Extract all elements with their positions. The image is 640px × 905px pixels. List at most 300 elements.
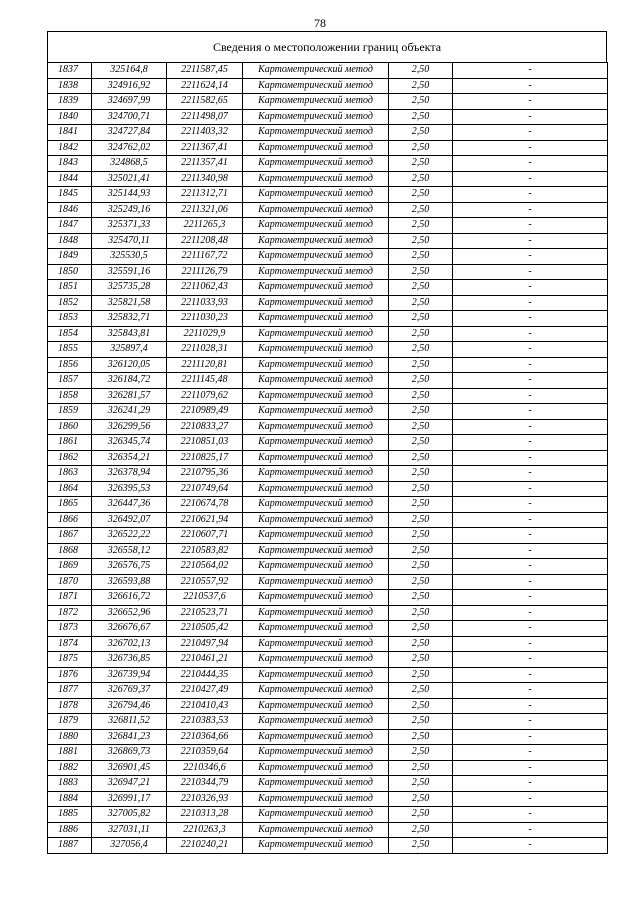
accuracy-cell: 2,50 [389,714,453,730]
table-title: Сведения о местоположении границ объекта [47,31,607,62]
method-cell: Картометрический метод [243,559,389,575]
point-number-cell: 1846 [48,202,92,218]
y-coordinate-cell: 2210461,21 [167,652,243,668]
accuracy-cell: 2,50 [389,652,453,668]
point-number-cell: 1871 [48,590,92,606]
x-coordinate-cell: 326576,75 [92,559,167,575]
table-row [48,574,608,590]
method-cell: Картометрический метод [243,714,389,730]
point-number-cell: 1848 [48,233,92,249]
table-row [48,264,608,280]
x-coordinate-cell: 327031,11 [92,822,167,838]
accuracy-cell: 2,50 [389,822,453,838]
accuracy-cell: 2,50 [389,481,453,497]
accuracy-cell: 2,50 [389,311,453,327]
accuracy-cell: 2,50 [389,357,453,373]
method-cell: Картометрический метод [243,326,389,342]
point-number-cell: 1840 [48,109,92,125]
y-coordinate-cell: 2210497,94 [167,636,243,652]
method-cell: Картометрический метод [243,233,389,249]
accuracy-cell: 2,50 [389,760,453,776]
y-coordinate-cell: 2210749,64 [167,481,243,497]
description-cell: - [453,249,608,265]
y-coordinate-cell: 2210346,6 [167,760,243,776]
point-number-cell: 1839 [48,94,92,110]
y-coordinate-cell: 2211582,65 [167,94,243,110]
method-cell: Картометрический метод [243,140,389,156]
x-coordinate-cell: 326869,73 [92,745,167,761]
table-row [48,435,608,451]
accuracy-cell: 2,50 [389,435,453,451]
x-coordinate-cell: 326447,36 [92,497,167,513]
y-coordinate-cell: 2211367,41 [167,140,243,156]
x-coordinate-cell: 325821,58 [92,295,167,311]
description-cell: - [453,791,608,807]
method-cell: Картометрический метод [243,357,389,373]
description-cell: - [453,435,608,451]
point-number-cell: 1851 [48,280,92,296]
method-cell: Картометрический метод [243,264,389,280]
y-coordinate-cell: 2211587,45 [167,63,243,79]
point-number-cell: 1856 [48,357,92,373]
method-cell: Картометрический метод [243,590,389,606]
table-row [48,295,608,311]
accuracy-cell: 2,50 [389,171,453,187]
method-cell: Картометрический метод [243,187,389,203]
x-coordinate-cell: 326652,96 [92,605,167,621]
point-number-cell: 1847 [48,218,92,234]
table-row [48,497,608,513]
y-coordinate-cell: 2210240,21 [167,838,243,854]
y-coordinate-cell: 2211321,06 [167,202,243,218]
table-row [48,807,608,823]
accuracy-cell: 2,50 [389,419,453,435]
y-coordinate-cell: 2211624,14 [167,78,243,94]
y-coordinate-cell: 2211079,62 [167,388,243,404]
description-cell: - [453,497,608,513]
y-coordinate-cell: 2211340,98 [167,171,243,187]
point-number-cell: 1884 [48,791,92,807]
point-number-cell: 1858 [48,388,92,404]
table-row [48,745,608,761]
x-coordinate-cell: 326241,29 [92,404,167,420]
accuracy-cell: 2,50 [389,776,453,792]
accuracy-cell: 2,50 [389,667,453,683]
x-coordinate-cell: 326281,57 [92,388,167,404]
y-coordinate-cell: 2211120,81 [167,357,243,373]
description-cell: - [453,652,608,668]
method-cell: Картометрический метод [243,342,389,358]
accuracy-cell: 2,50 [389,590,453,606]
description-cell: - [453,636,608,652]
page-number: 78 [314,16,326,30]
y-coordinate-cell: 2211028,31 [167,342,243,358]
x-coordinate-cell: 325164,8 [92,63,167,79]
accuracy-cell: 2,50 [389,109,453,125]
x-coordinate-cell: 325470,11 [92,233,167,249]
method-cell: Картометрический метод [243,760,389,776]
x-coordinate-cell: 327005,82 [92,807,167,823]
method-cell: Картометрический метод [243,404,389,420]
table-row [48,621,608,637]
table-row [48,683,608,699]
x-coordinate-cell: 326947,21 [92,776,167,792]
method-cell: Картометрический метод [243,652,389,668]
x-coordinate-cell: 326794,46 [92,698,167,714]
x-coordinate-cell: 326354,21 [92,450,167,466]
description-cell: - [453,590,608,606]
description-cell: - [453,78,608,94]
table-row [48,714,608,730]
method-cell: Картометрический метод [243,698,389,714]
accuracy-cell: 2,50 [389,450,453,466]
x-coordinate-cell: 326378,94 [92,466,167,482]
y-coordinate-cell: 2210410,43 [167,698,243,714]
point-number-cell: 1874 [48,636,92,652]
method-cell: Картометрический метод [243,683,389,699]
x-coordinate-cell: 325735,28 [92,280,167,296]
method-cell: Картометрический метод [243,528,389,544]
accuracy-cell: 2,50 [389,404,453,420]
table-row [48,357,608,373]
description-cell: - [453,714,608,730]
accuracy-cell: 2,50 [389,621,453,637]
description-cell: - [453,404,608,420]
accuracy-cell: 2,50 [389,388,453,404]
y-coordinate-cell: 2210505,42 [167,621,243,637]
description-cell: - [453,326,608,342]
description-cell: - [453,357,608,373]
accuracy-cell: 2,50 [389,264,453,280]
method-cell: Картометрический метод [243,109,389,125]
point-number-cell: 1854 [48,326,92,342]
description-cell: - [453,419,608,435]
description-cell: - [453,574,608,590]
y-coordinate-cell: 2210313,28 [167,807,243,823]
table-row [48,776,608,792]
accuracy-cell: 2,50 [389,559,453,575]
table-row [48,822,608,838]
point-number-cell: 1864 [48,481,92,497]
x-coordinate-cell: 325843,81 [92,326,167,342]
coordinates-table [47,62,608,854]
x-coordinate-cell: 326522,22 [92,528,167,544]
point-number-cell: 1842 [48,140,92,156]
table-row [48,311,608,327]
x-coordinate-cell: 326769,37 [92,683,167,699]
y-coordinate-cell: 2210674,78 [167,497,243,513]
description-cell: - [453,528,608,544]
y-coordinate-cell: 2211030,23 [167,311,243,327]
method-cell: Картометрический метод [243,481,389,497]
table-row [48,94,608,110]
y-coordinate-cell: 2210427,49 [167,683,243,699]
accuracy-cell: 2,50 [389,373,453,389]
x-coordinate-cell: 326811,52 [92,714,167,730]
point-number-cell: 1865 [48,497,92,513]
method-cell: Картометрический метод [243,497,389,513]
x-coordinate-cell: 325144,93 [92,187,167,203]
point-number-cell: 1838 [48,78,92,94]
y-coordinate-cell: 2210326,93 [167,791,243,807]
point-number-cell: 1860 [48,419,92,435]
table-row [48,404,608,420]
description-cell: - [453,280,608,296]
accuracy-cell: 2,50 [389,543,453,559]
table-row [48,652,608,668]
x-coordinate-cell: 326558,12 [92,543,167,559]
y-coordinate-cell: 2210833,27 [167,419,243,435]
accuracy-cell: 2,50 [389,249,453,265]
x-coordinate-cell: 326120,05 [92,357,167,373]
description-cell: - [453,187,608,203]
y-coordinate-cell: 2211265,3 [167,218,243,234]
table-row [48,512,608,528]
accuracy-cell: 2,50 [389,280,453,296]
accuracy-cell: 2,50 [389,125,453,141]
table-row [48,280,608,296]
accuracy-cell: 2,50 [389,326,453,342]
table-row [48,125,608,141]
x-coordinate-cell: 326395,53 [92,481,167,497]
accuracy-cell: 2,50 [389,295,453,311]
y-coordinate-cell: 2211403,32 [167,125,243,141]
point-number-cell: 1859 [48,404,92,420]
x-coordinate-cell: 326616,72 [92,590,167,606]
accuracy-cell: 2,50 [389,605,453,621]
y-coordinate-cell: 2210621,94 [167,512,243,528]
description-cell: - [453,745,608,761]
y-coordinate-cell: 2210825,17 [167,450,243,466]
method-cell: Картометрический метод [243,807,389,823]
y-coordinate-cell: 2211312,71 [167,187,243,203]
table-row [48,326,608,342]
y-coordinate-cell: 2210557,92 [167,574,243,590]
x-coordinate-cell: 326736,85 [92,652,167,668]
method-cell: Картометрический метод [243,202,389,218]
description-cell: - [453,156,608,172]
table-row [48,202,608,218]
method-cell: Картометрический метод [243,218,389,234]
x-coordinate-cell: 325530,5 [92,249,167,265]
table-row [48,667,608,683]
accuracy-cell: 2,50 [389,218,453,234]
method-cell: Картометрический метод [243,466,389,482]
y-coordinate-cell: 2210607,71 [167,528,243,544]
table-row [48,218,608,234]
y-coordinate-cell: 2210537,6 [167,590,243,606]
y-coordinate-cell: 2211033,93 [167,295,243,311]
x-coordinate-cell: 325021,41 [92,171,167,187]
description-cell: - [453,233,608,249]
point-number-cell: 1878 [48,698,92,714]
description-cell: - [453,807,608,823]
point-number-cell: 1879 [48,714,92,730]
y-coordinate-cell: 2210359,64 [167,745,243,761]
table-row [48,528,608,544]
accuracy-cell: 2,50 [389,140,453,156]
x-coordinate-cell: 326901,45 [92,760,167,776]
y-coordinate-cell: 2210989,49 [167,404,243,420]
description-cell: - [453,559,608,575]
method-cell: Картометрический метод [243,822,389,838]
table-row [48,838,608,854]
method-cell: Картометрический метод [243,280,389,296]
method-cell: Картометрический метод [243,838,389,854]
y-coordinate-cell: 2210444,35 [167,667,243,683]
description-cell: - [453,466,608,482]
x-coordinate-cell: 326702,13 [92,636,167,652]
accuracy-cell: 2,50 [389,187,453,203]
description-cell: - [453,218,608,234]
description-cell: - [453,512,608,528]
table-row [48,791,608,807]
accuracy-cell: 2,50 [389,574,453,590]
method-cell: Картометрический метод [243,419,389,435]
description-cell: - [453,698,608,714]
y-coordinate-cell: 2210383,53 [167,714,243,730]
description-cell: - [453,311,608,327]
point-number-cell: 1875 [48,652,92,668]
description-cell: - [453,373,608,389]
x-coordinate-cell: 326991,17 [92,791,167,807]
y-coordinate-cell: 2211498,07 [167,109,243,125]
accuracy-cell: 2,50 [389,94,453,110]
description-cell: - [453,776,608,792]
description-cell: - [453,109,608,125]
method-cell: Картометрический метод [243,125,389,141]
method-cell: Картометрический метод [243,667,389,683]
table-row [48,729,608,745]
table-row [48,388,608,404]
point-number-cell: 1873 [48,621,92,637]
point-number-cell: 1868 [48,543,92,559]
method-cell: Картометрический метод [243,94,389,110]
accuracy-cell: 2,50 [389,698,453,714]
accuracy-cell: 2,50 [389,233,453,249]
method-cell: Картометрический метод [243,512,389,528]
accuracy-cell: 2,50 [389,156,453,172]
point-number-cell: 1872 [48,605,92,621]
accuracy-cell: 2,50 [389,683,453,699]
point-number-cell: 1883 [48,776,92,792]
x-coordinate-cell: 324916,92 [92,78,167,94]
description-cell: - [453,342,608,358]
point-number-cell: 1850 [48,264,92,280]
table-row [48,233,608,249]
y-coordinate-cell: 2210344,79 [167,776,243,792]
y-coordinate-cell: 2211126,79 [167,264,243,280]
method-cell: Картометрический метод [243,249,389,265]
method-cell: Картометрический метод [243,311,389,327]
y-coordinate-cell: 2210364,66 [167,729,243,745]
x-coordinate-cell: 326739,94 [92,667,167,683]
accuracy-cell: 2,50 [389,466,453,482]
x-coordinate-cell: 326184,72 [92,373,167,389]
accuracy-cell: 2,50 [389,791,453,807]
description-cell: - [453,171,608,187]
table-row [48,636,608,652]
description-cell: - [453,94,608,110]
point-number-cell: 1880 [48,729,92,745]
y-coordinate-cell: 2210523,71 [167,605,243,621]
x-coordinate-cell: 324868,5 [92,156,167,172]
accuracy-cell: 2,50 [389,497,453,513]
point-number-cell: 1853 [48,311,92,327]
method-cell: Картометрический метод [243,543,389,559]
accuracy-cell: 2,50 [389,807,453,823]
method-cell: Картометрический метод [243,574,389,590]
y-coordinate-cell: 2210851,03 [167,435,243,451]
table-row [48,419,608,435]
method-cell: Картометрический метод [243,605,389,621]
description-cell: - [453,760,608,776]
x-coordinate-cell: 324700,71 [92,109,167,125]
x-coordinate-cell: 326841,23 [92,729,167,745]
description-cell: - [453,543,608,559]
x-coordinate-cell: 325591,16 [92,264,167,280]
y-coordinate-cell: 2210263,3 [167,822,243,838]
y-coordinate-cell: 2210795,36 [167,466,243,482]
description-cell: - [453,729,608,745]
description-cell: - [453,125,608,141]
description-cell: - [453,264,608,280]
accuracy-cell: 2,50 [389,636,453,652]
x-coordinate-cell: 326492,07 [92,512,167,528]
table-row [48,450,608,466]
table-row [48,249,608,265]
x-coordinate-cell: 325371,33 [92,218,167,234]
method-cell: Картометрический метод [243,791,389,807]
y-coordinate-cell: 2211029,9 [167,326,243,342]
y-coordinate-cell: 2210583,82 [167,543,243,559]
accuracy-cell: 2,50 [389,202,453,218]
table-row [48,109,608,125]
accuracy-cell: 2,50 [389,342,453,358]
x-coordinate-cell: 326299,56 [92,419,167,435]
accuracy-cell: 2,50 [389,745,453,761]
description-cell: - [453,621,608,637]
description-cell: - [453,667,608,683]
method-cell: Картометрический метод [243,621,389,637]
description-cell: - [453,202,608,218]
method-cell: Картометрический метод [243,745,389,761]
table-row [48,760,608,776]
point-number-cell: 1845 [48,187,92,203]
x-coordinate-cell: 326593,88 [92,574,167,590]
point-number-cell: 1881 [48,745,92,761]
table-row [48,605,608,621]
point-number-cell: 1882 [48,760,92,776]
method-cell: Картометрический метод [243,295,389,311]
method-cell: Картометрический метод [243,171,389,187]
accuracy-cell: 2,50 [389,838,453,854]
method-cell: Картометрический метод [243,63,389,79]
x-coordinate-cell: 324727,84 [92,125,167,141]
accuracy-cell: 2,50 [389,512,453,528]
description-cell: - [453,140,608,156]
x-coordinate-cell: 327056,4 [92,838,167,854]
point-number-cell: 1852 [48,295,92,311]
y-coordinate-cell: 2211145,48 [167,373,243,389]
method-cell: Картометрический метод [243,729,389,745]
table-row [48,342,608,358]
point-number-cell: 1841 [48,125,92,141]
x-coordinate-cell: 326345,74 [92,435,167,451]
accuracy-cell: 2,50 [389,528,453,544]
table-row [48,373,608,389]
description-cell: - [453,63,608,79]
